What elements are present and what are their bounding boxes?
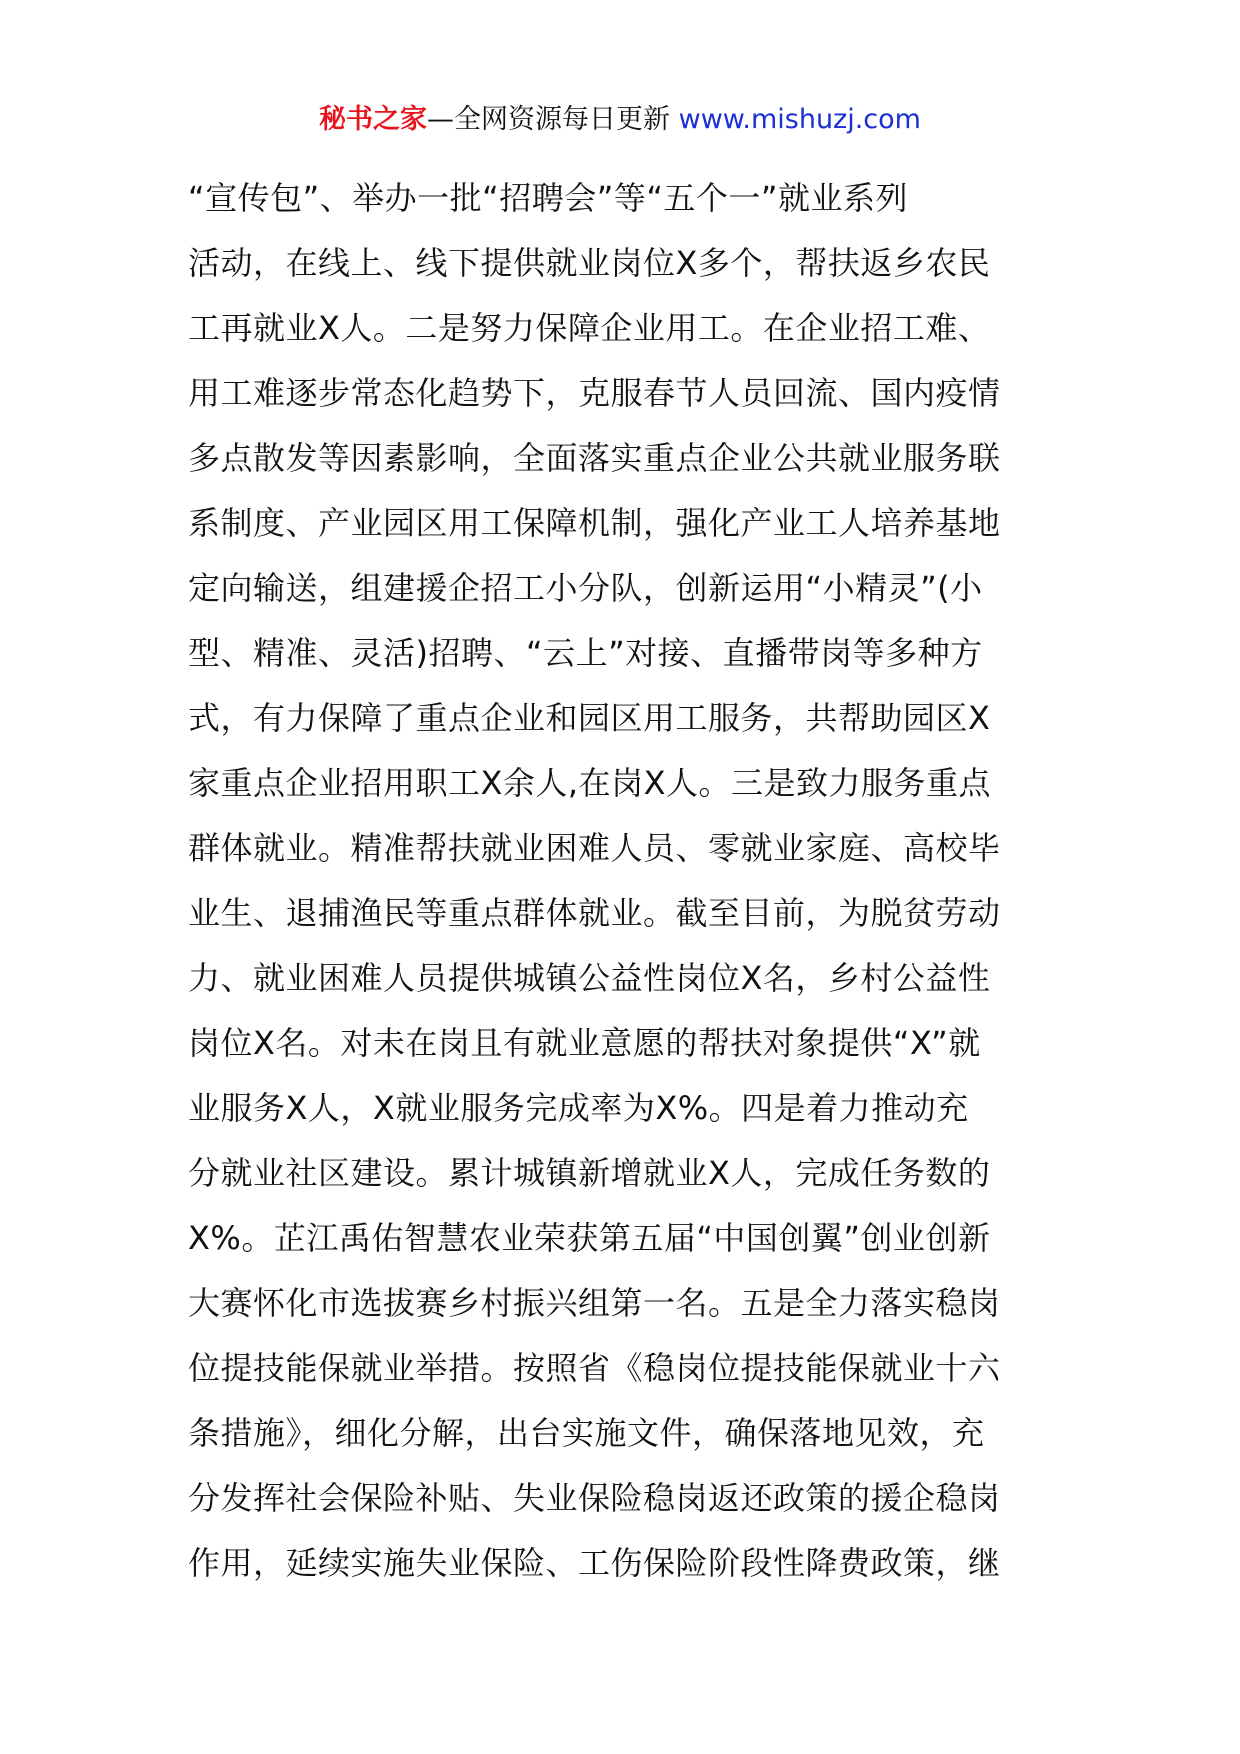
text-line: 业生、退捕渔民等重点群体就业。截至目前，为脱贫劳动 bbox=[188, 894, 1001, 932]
text-line: 定向输送，组建援企招工小分队，创新运用“小精灵”(小 bbox=[188, 569, 983, 607]
brand-name: 秘书之家 bbox=[319, 104, 428, 135]
text-line: 分发挥社会保险补贴、失业保险稳岗返还政策的援企稳岗 bbox=[188, 1479, 1001, 1517]
header-tagline: —全网资源每日更新 bbox=[427, 104, 671, 135]
text-line: 群体就业。精准帮扶就业困难人员、零就业家庭、高校毕 bbox=[188, 829, 1001, 867]
text-line: 岗位X名。对未在岗且有就业意愿的帮扶对象提供“X”就 bbox=[188, 1024, 981, 1062]
text-line: 工再就业X人。二是努力保障企业用工。在企业招工难、 bbox=[188, 309, 991, 347]
text-line: 位提技能保就业举措。按照省《稳岗位提技能保就业十六 bbox=[188, 1349, 1001, 1387]
text-line: 分就业社区建设。累计城镇新增就业X人，完成任务数的 bbox=[188, 1154, 991, 1192]
text-line: X%。芷江禹佑智慧农业荣获第五届“中国创翼”创业创新 bbox=[188, 1219, 991, 1257]
site-url[interactable]: www.mishuzj.com bbox=[678, 104, 921, 135]
text-line: 力、就业困难人员提供城镇公益性岗位X名，乡村公益性 bbox=[188, 959, 991, 997]
text-line: 作用，延续实施失业保险、工伤保险阶段性降费政策，继 bbox=[188, 1544, 1001, 1582]
document-body bbox=[188, 166, 1068, 1596]
text-line: 系制度、产业园区用工保障机制，强化产业工人培养基地 bbox=[188, 504, 1001, 542]
text-line: 式，有力保障了重点企业和园区用工服务，共帮助园区X bbox=[188, 699, 991, 737]
text-line: 家重点企业招用职工X余人,在岗X人。三是致力服务重点 bbox=[188, 764, 992, 802]
text-line: “宣传包”、举办一批“招聘会”等“五个一”就业系列 bbox=[188, 179, 908, 217]
text-line: 用工难逐步常态化趋势下，克服春节人员回流、国内疫情 bbox=[188, 374, 1001, 412]
text-line: 多点散发等因素影响，全面落实重点企业公共就业服务联 bbox=[188, 439, 1001, 477]
text-line: 型、精准、灵活)招聘、“云上”对接、直播带岗等多种方 bbox=[188, 634, 983, 672]
text-line: 条措施》，细化分解，出台实施文件，确保落地见效，充 bbox=[188, 1414, 985, 1452]
text-line: 活动，在线上、线下提供就业岗位X多个，帮扶返乡农民 bbox=[188, 244, 991, 282]
text-line: 业服务X人，X就业服务完成率为X%。四是着力推动充 bbox=[188, 1089, 969, 1127]
site-header bbox=[0, 100, 1240, 140]
text-line: 大赛怀化市选拔赛乡村振兴组第一名。五是全力落实稳岗 bbox=[188, 1284, 1001, 1322]
